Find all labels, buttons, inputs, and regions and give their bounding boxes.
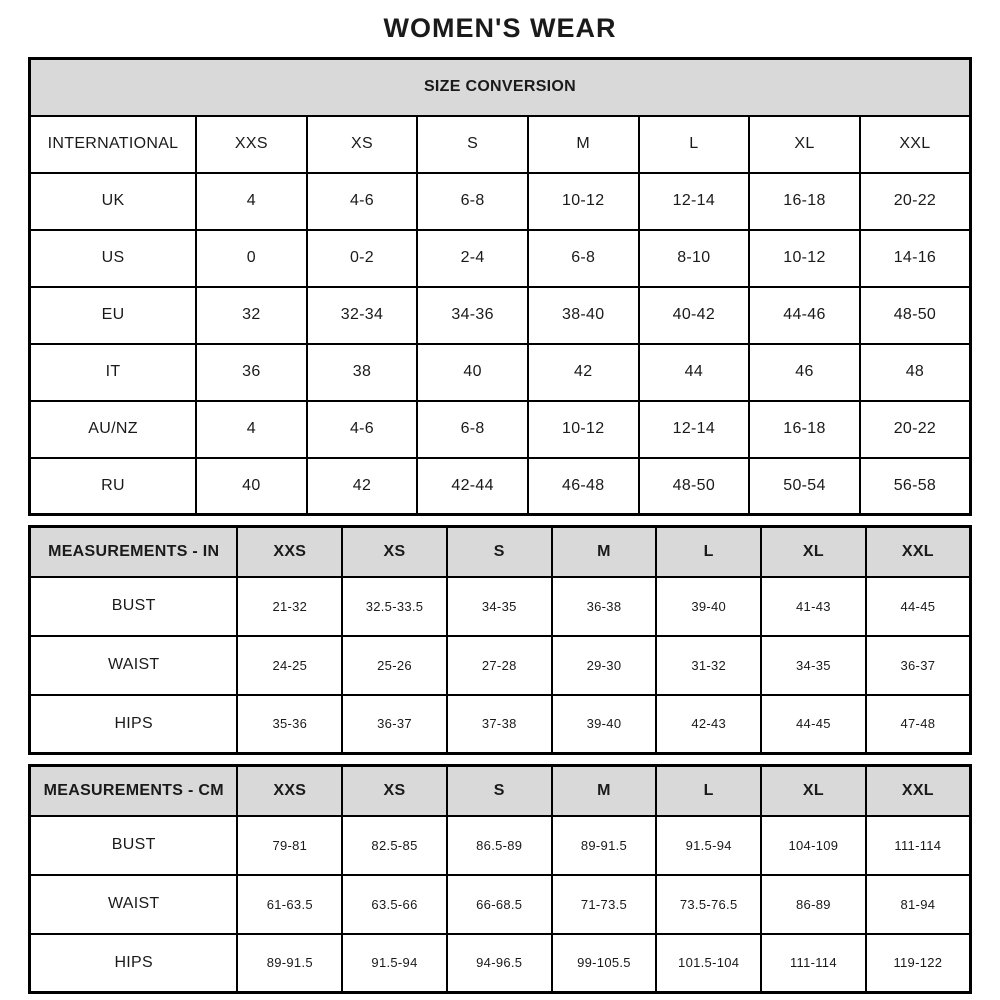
value-cell: 24-25 [237,636,342,695]
row-label-cell: IT [30,344,197,401]
value-cell: 39-40 [552,695,657,754]
row-label-header-cell: MEASUREMENTS - IN [30,527,238,577]
row-label-cell: BUST [30,577,238,636]
value-cell: 66-68.5 [447,875,552,934]
table-row [30,458,971,515]
value-cell: 16-18 [749,401,860,458]
value-cell: 36-37 [342,695,447,754]
table-row [30,173,971,230]
value-cell: 32 [196,287,307,344]
value-cell: 20-22 [860,401,971,458]
value-cell: 35-36 [237,695,342,754]
value-cell: 10-12 [528,401,639,458]
value-cell: 12-14 [639,401,750,458]
size-column-header-cell: XXL [866,766,971,816]
value-cell: 73.5-76.5 [656,875,761,934]
size-column-header-cell: XL [761,527,866,577]
value-cell: 36 [196,344,307,401]
value-cell: 34-35 [447,577,552,636]
value-cell: 39-40 [656,577,761,636]
size-column-header-cell: XS [342,527,447,577]
value-cell: 36-37 [866,636,971,695]
value-cell: 91.5-94 [656,816,761,875]
value-cell: 46-48 [528,458,639,515]
value-cell: 10-12 [528,173,639,230]
value-cell: 56-58 [860,458,971,515]
row-label-cell: BUST [30,816,238,875]
value-cell: 82.5-85 [342,816,447,875]
column-header-row [30,116,971,173]
value-cell: 40 [417,344,528,401]
size-column-header-cell: XL [749,116,860,173]
value-cell: 32-34 [307,287,418,344]
value-cell: 119-122 [866,934,971,993]
row-label-cell: WAIST [30,875,238,934]
value-cell: 42 [307,458,418,515]
value-cell: 31-32 [656,636,761,695]
table-row [30,230,971,287]
table-row [30,875,971,934]
value-cell: 44-45 [761,695,866,754]
value-cell: 104-109 [761,816,866,875]
table-row [30,934,971,993]
value-cell: 94-96.5 [447,934,552,993]
row-label-cell: EU [30,287,197,344]
size-column-header-cell: XXL [860,116,971,173]
value-cell: 48 [860,344,971,401]
size-column-header-cell: S [447,527,552,577]
value-cell: 50-54 [749,458,860,515]
value-cell: 40-42 [639,287,750,344]
size-column-header-cell: XXL [866,527,971,577]
size-column-header-cell: L [639,116,750,173]
value-cell: 16-18 [749,173,860,230]
value-cell: 40 [196,458,307,515]
column-header-row [30,766,971,816]
value-cell: 89-91.5 [237,934,342,993]
value-cell: 14-16 [860,230,971,287]
value-cell: 10-12 [749,230,860,287]
value-cell: 6-8 [417,173,528,230]
size-column-header-cell: XXS [237,766,342,816]
value-cell: 4-6 [307,401,418,458]
row-label-cell: US [30,230,197,287]
value-cell: 4-6 [307,173,418,230]
value-cell: 8-10 [639,230,750,287]
row-label-cell: UK [30,173,197,230]
value-cell: 32.5-33.5 [342,577,447,636]
value-cell: 4 [196,401,307,458]
value-cell: 44 [639,344,750,401]
table-row [30,401,971,458]
table-row [30,636,971,695]
row-label-header-cell: MEASUREMENTS - CM [30,766,238,816]
value-cell: 111-114 [866,816,971,875]
value-cell: 34-35 [761,636,866,695]
value-cell: 48-50 [639,458,750,515]
value-cell: 47-48 [866,695,971,754]
size-column-header-cell: XXS [237,527,342,577]
value-cell: 89-91.5 [552,816,657,875]
value-cell: 63.5-66 [342,875,447,934]
row-label-cell: WAIST [30,636,238,695]
value-cell: 61-63.5 [237,875,342,934]
value-cell: 71-73.5 [552,875,657,934]
value-cell: 37-38 [447,695,552,754]
value-cell: 44-46 [749,287,860,344]
size-column-header-cell: L [656,766,761,816]
page-title: WOMEN'S WEAR [383,13,617,43]
size-column-header-cell: M [552,527,657,577]
size-column-header-cell: XS [342,766,447,816]
row-label-cell: HIPS [30,695,238,754]
value-cell: 36-38 [552,577,657,636]
value-cell: 29-30 [552,636,657,695]
value-cell: 38-40 [528,287,639,344]
value-cell: 21-32 [237,577,342,636]
value-cell: 27-28 [447,636,552,695]
value-cell: 86.5-89 [447,816,552,875]
size-column-header-cell: XS [307,116,418,173]
table-row [30,344,971,401]
value-cell: 20-22 [860,173,971,230]
value-cell: 38 [307,344,418,401]
measurements-cm-table [28,764,972,994]
value-cell: 6-8 [528,230,639,287]
size-column-header-cell: M [528,116,639,173]
value-cell: 42 [528,344,639,401]
size-column-header-cell: L [656,527,761,577]
value-cell: 42-44 [417,458,528,515]
table-row [30,577,971,636]
value-cell: 111-114 [761,934,866,993]
size-column-header-cell: S [417,116,528,173]
value-cell: 41-43 [761,577,866,636]
row-label-cell: HIPS [30,934,238,993]
size-conversion-table [28,57,972,516]
size-column-header-cell: XXS [196,116,307,173]
value-cell: 48-50 [860,287,971,344]
value-cell: 4 [196,173,307,230]
value-cell: 25-26 [342,636,447,695]
value-cell: 81-94 [866,875,971,934]
measurements-in-table [28,525,972,755]
value-cell: 12-14 [639,173,750,230]
size-column-header-cell: M [552,766,657,816]
value-cell: 46 [749,344,860,401]
value-cell: 6-8 [417,401,528,458]
value-cell: 101.5-104 [656,934,761,993]
value-cell: 79-81 [237,816,342,875]
row-label-cell: RU [30,458,197,515]
table-row [30,695,971,754]
value-cell: 42-43 [656,695,761,754]
value-cell: 0-2 [307,230,418,287]
value-cell: 0 [196,230,307,287]
value-cell: 34-36 [417,287,528,344]
value-cell: 86-89 [761,875,866,934]
value-cell: 2-4 [417,230,528,287]
value-cell: 91.5-94 [342,934,447,993]
table-row [30,287,971,344]
size-column-header-cell: XL [761,766,866,816]
table-row [30,816,971,875]
size-column-header-cell: S [447,766,552,816]
row-label-cell: AU/NZ [30,401,197,458]
column-header-row [30,527,971,577]
table-band-row [30,59,971,116]
value-cell: 99-105.5 [552,934,657,993]
row-label-header-cell: INTERNATIONAL [30,116,197,173]
value-cell: 44-45 [866,577,971,636]
table-band-header: SIZE CONVERSION [30,59,971,116]
